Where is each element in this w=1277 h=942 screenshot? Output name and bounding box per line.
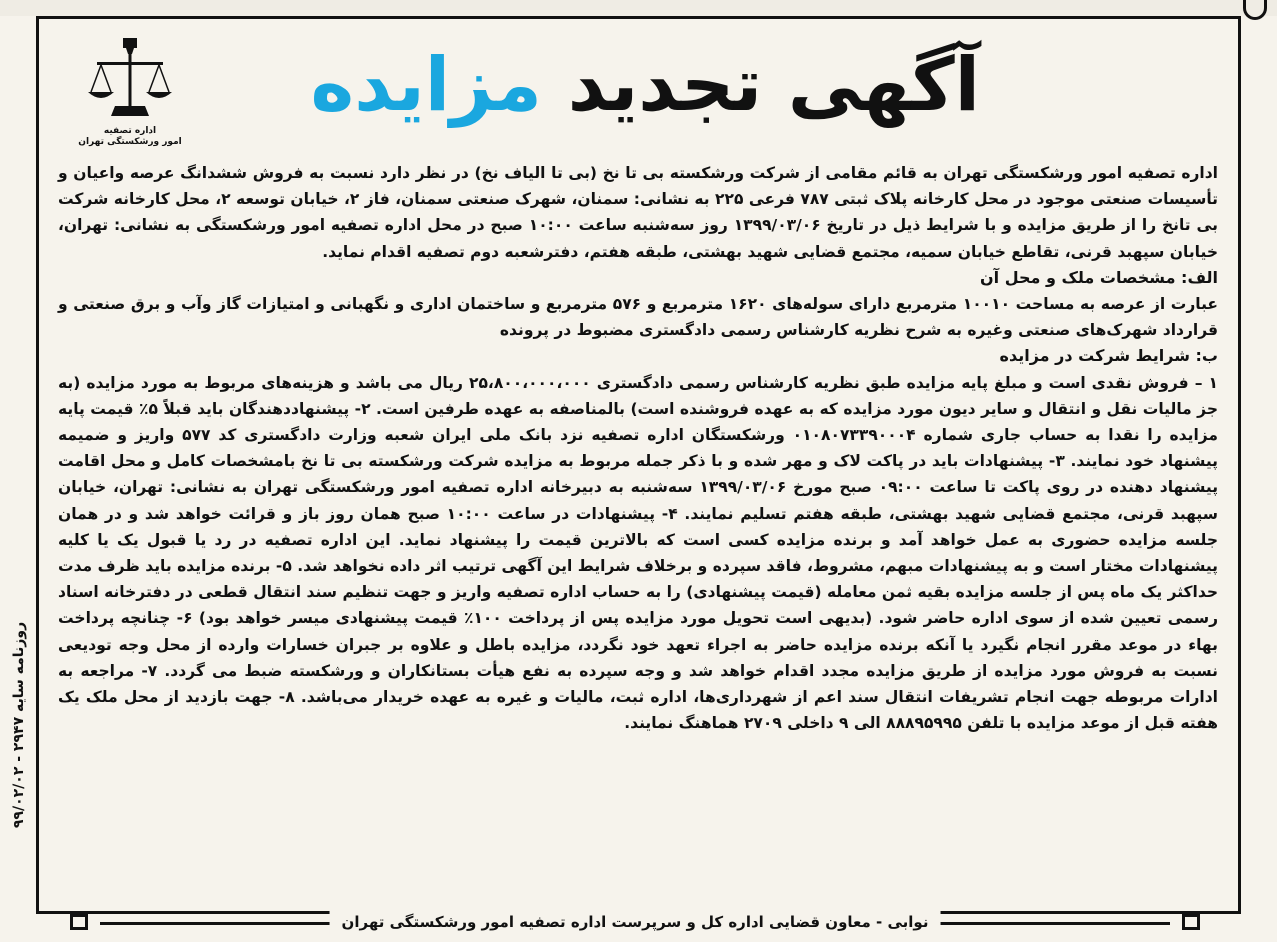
top-strip <box>0 0 1277 16</box>
notice-body <box>58 160 1218 736</box>
footer <box>60 910 1210 936</box>
section-b-text: ۱ – فروش نقدی است و مبلغ پایه مزایده طبق نظریه کارشناس رسمی دادگستری ۲۵،۸۰۰،۰۰۰،۰۰۰ ریال می باشد و هزینه‌های مربوط به مورد مزایده (به جز مالیات نقل و انتقال و سایر دیون مورد مزایده که به عهده فروشنده است) بالمناصفه به عهده طرفین است. ۲- پیشنهاددهندگان باید قبلاً ۵٪ قیمت پایه مزایده را نقدا به حساب جاری شماره ۰۱۰۸۰۷۳۳۹۰۰۰۴ ورشکستگان اداره تصفیه نزد بانک ملی ایران شعبه وزارت دادگستری کد ۵۷۷ واریز و ضمیمه پیشنهاد خود نمایند. ۳- پیشنهادات باید در پاکت لاک و مهر شده و با ذکر جمله مربوط به مزایده شرکت ورشکسته بی تا نخ بامشخصات کامل و محل اقامت پیشنهاد دهنده در روی پاکت تا ساعت ۰۹:۰۰ صبح مورخ ۱۳۹۹/۰۳/۰۶ سه‌شنبه به دبیرخانه اداره تصفیه امور ورشکستگی تهران به نشانی: تهران، خیابان سپهبد قرنی، مجتمع قضایی شهید بهشتی، طبقه هفتم تسلیم نمایند. ۴- پیشنهادات در ساعت ۱۰:۰۰ صبح همان روز باز و قرائت خواهد شد و در همان جلسه مزایده حضوری به عمل خواهد آمد و برنده مزایده کسی است که بالاترین قیمت را پیشنهاد نماید. این اداره تصفیه در رد یا قبول یک یا کلیه پیشنهادات مختار است و به پیشنهادات مبهم، مشروط، فاقد سپرده و برخلاف شرایط این آگهی ترتیب اثر داده نخواهد شد. ۵- برنده مزایده باید ظرف مدت حداکثر یک ماه پس از جلسه مزایده بقیه ثمن معامله (قیمت پیشنهادی) را به حساب اداره تصفیه واریز و جهت تنظیم سند انتقال قطعی در دفترخانه اسناد رسمی تعیین شده از سوی اداره حاضر شود. (بدیهی است تحویل مورد مزایده پس از پرداخت ۱۰۰٪ قیمت پیشنهادی میسر خواهد بود) ۶- چنانچه پرداخت بهاء در موعد مقرر انجام نگیرد یا آنکه برنده مزایده حاضر به اجراء تعهد خود نگردد، مزایده باطل و علاوه بر جبران خسارات وارده از محل وجه تودیعی نسبت به فروش مورد مزایده از طریق مزایده مجدد اقدام خواهد شد و وجه سپرده به نفع هیأت بستانکاران و ورشکسته ضبط می گردد. ۷- مراجعه به ادارات مربوطه جهت انجام تشریفات انتقال سند اعم از شهرداری‌ها، اداره ثبت، مالیات و غیره به عهده خریدار می‌باشد. ۸- جهت بازدید از محل ملک یک هفته قبل از موعد مزایده با تلفن ۸۸۸۹۵۹۹۵ الی ۹ داخلی ۲۷۰۹ هماهنگ نمایند. <box>58 373 1219 733</box>
footer-ornament-right <box>1182 914 1200 930</box>
side-caption-text: روزنامه سایه ۲۹۴۷ - ۹۹/۰۲/۰۲ <box>11 621 27 829</box>
footer-signature: نوابی - معاون قضایی اداره کل و سرپرست اداره تصفیه امور ورشکستگی تهران <box>330 910 941 934</box>
intro-paragraph: اداره تصفیه امور ورشکستگی تهران به قائم مقامی از شرکت ورشکسته بی تا نخ (بی تا الیاف نخ) در نظر دارد نسبت به فروش ششدانگ عرصه واعیان و تأسیسات صنعتی موجود در محل کارخانه پلاک ثبتی ۷۸۷ فرعی ۲۲۵ به نشانی: سمنان، شهرک صنعتی سمنان، فاز ۲، خیابان توسعه ۲، محل کارخانه شرکت بی تانخ را از طریق مزایده و با شرایط ذیل در تاریخ ۱۳۹۹/۰۳/۰۶ روز سه‌شنبه ساعت ۱۰:۰۰ صبح در محل اداره تصفیه امور ورشکستگی به نشانی: تهران، خیابان سپهبد قرنی، تقاطع خیابان سمیه، مجتمع قضایی شهید بهشتی، طبقه هفتم، دفترشعبه دوم تصفیه اقدام نماید. <box>58 164 1218 261</box>
footer-ornament-left <box>70 914 88 930</box>
corner-mark <box>1243 0 1267 20</box>
section-b-heading: ب: شرایط شرکت در مزایده <box>999 346 1218 366</box>
section-a-text: عبارت از عرصه به مساحت ۱۰۰۱۰ مترمربع دارای سوله‌های ۱۶۲۰ مترمربع و ۵۷۶ مترمربع و ساختمان اداری و نگهبانی و امتیازات گاز وآب و برق صنعتی و قرارداد شهرک‌های صنعتی وغیره به شرح نظریه کارشناس رسمی دادگستری مضبوط در پرونده <box>58 295 1218 340</box>
logo-line-1: اداره تصفیه <box>103 126 157 136</box>
notice-headline <box>310 30 980 140</box>
side-caption <box>4 560 34 890</box>
section-a-heading: الف: مشخصات ملک و محل آن <box>980 267 1218 287</box>
headline-part-1: آگهی تجدید <box>567 42 980 128</box>
scales-of-justice-icon <box>85 36 175 126</box>
logo-line-2: امور ورشکستگی تهران <box>78 137 182 147</box>
headline-part-2: مزایده <box>310 42 542 128</box>
judiciary-logo <box>70 36 190 156</box>
